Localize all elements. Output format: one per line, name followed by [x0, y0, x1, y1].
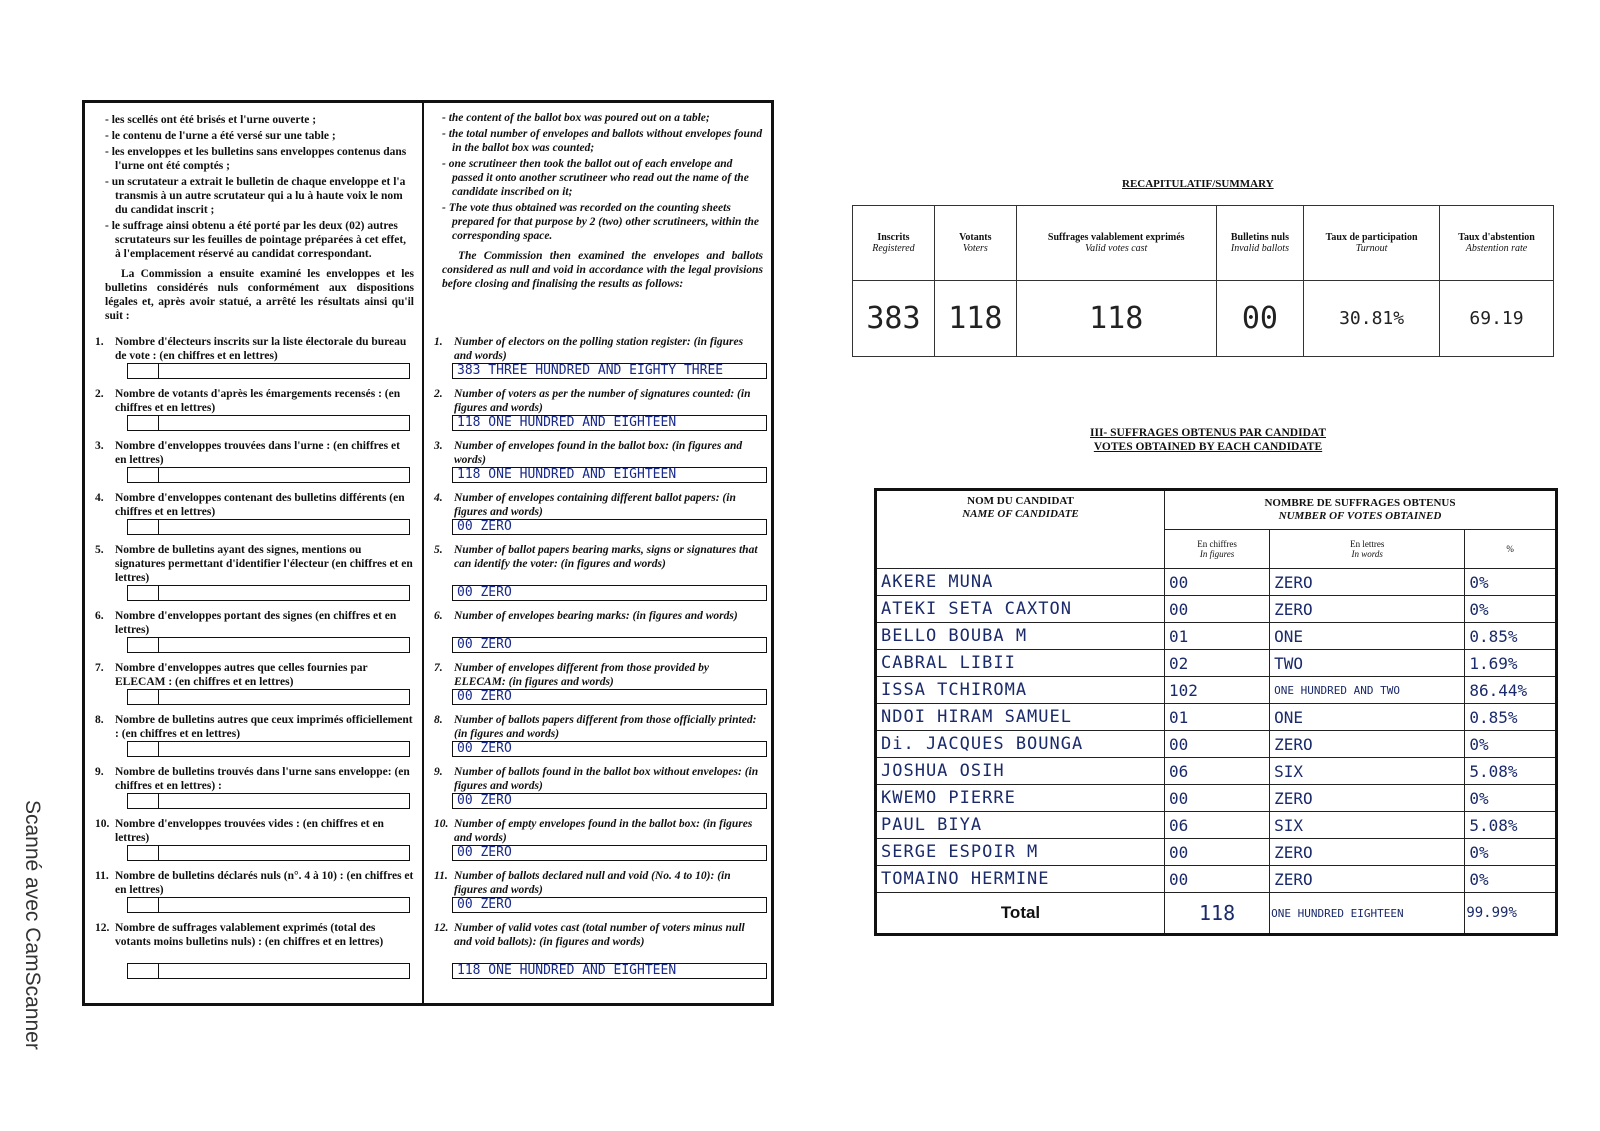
form-english-column: [424, 103, 771, 1003]
fr-item-11: 11. Nombre de bulletins déclarés nuls (n°. 4 à 10) : (en chiffres et en lettres): [95, 870, 414, 896]
total-label: Total: [876, 893, 1165, 935]
fr-bullet: - les enveloppes et les bulletins sans enveloppes contenus dans l'urne ont été comptés ;: [105, 146, 407, 172]
total-figures: 118: [1164, 893, 1269, 935]
candidate-row: SERGE ESPOIR M 00 ZERO 0%: [876, 839, 1557, 866]
fr-answer-box-11: [127, 897, 410, 913]
col-figures-header: En chiffres In figures: [1164, 530, 1269, 569]
fr-item-1: 1. Nombre d'électeurs inscrits sur la liste électorale du bureau de vote : (en chiffres et en lettres): [95, 336, 407, 362]
summary-header-voters: Votants Voters: [934, 206, 1016, 281]
fr-answer-box-8: [127, 741, 410, 757]
total-pct: 99.99%: [1465, 893, 1557, 935]
fr-answer-box-1: [127, 363, 410, 379]
fr-answer-box-9: [127, 793, 410, 809]
fr-answer-box-7: [127, 689, 410, 705]
en-item-10: 10. Number of empty envelopes found in the ballot box: (in figures and words): [434, 818, 753, 844]
fr-answer-box-12: [127, 963, 410, 979]
en-commission-paragraph: The Commission then examined the envelopes and ballots considered as null and void in accordance with the legal provisions before closing and finalising the results as follows:: [442, 250, 763, 290]
fr-bullet: - le contenu de l'urne a été versé sur une table ;: [105, 130, 336, 142]
en-answer-3: 118 ONE HUNDRED AND EIGHTEEN: [452, 467, 767, 483]
en-answer-5: 00 ZERO: [452, 585, 767, 601]
en-item-12: 12. Number of valid votes cast (total number of voters minus null and void ballots): (in figures and words): [434, 922, 745, 948]
candidate-row: JOSHUA OSIH 06 SIX 5.08%: [876, 758, 1557, 785]
candidate-row: KWEMO PIERRE 00 ZERO 0%: [876, 785, 1557, 812]
fr-item-12: 12. Nombre de suffrages valablement exprimés (total des votants moins bulletins nuls) : (en chiffres et en lettres): [95, 922, 384, 948]
en-answer-6: 00 ZERO: [452, 637, 767, 653]
en-item-9: 9. Number of ballots found in the ballot box without envelopes: (in figures and words): [434, 766, 759, 792]
summary-registered-value: 383: [853, 281, 935, 357]
summary-table: [852, 205, 1554, 357]
candidate-row: NDOI HIRAM SAMUEL 01 ONE 0.85%: [876, 704, 1557, 731]
votes-obtained-header: NOMBRE DE SUFFRAGES OBTENUS NUMBER OF VOTES OBTAINED: [1164, 490, 1556, 530]
fr-item-9: 9. Nombre de bulletins trouvés dans l'urne sans enveloppe: (en chiffres et en lettres) :: [95, 766, 410, 792]
en-answer-7: 00 ZERO: [452, 689, 767, 705]
en-item-8: 8. Number of ballots papers different from those officially printed: (in figures and words): [434, 714, 757, 740]
en-answer-8: 00 ZERO: [452, 741, 767, 757]
summary-header-invalid: Bulletins nuls Invalid ballots: [1216, 206, 1303, 281]
en-answer-11: 00 ZERO: [452, 897, 767, 913]
summary-header-abstention: Taux d'abstention Abstention rate: [1440, 206, 1554, 281]
en-bullet: - The vote thus obtained was recorded on the counting sheets prepared for that purpose by 2 (two) other scrutineers, within the corresponding space.: [442, 202, 760, 242]
total-row: [876, 893, 1557, 935]
candidate-name-header: NOM DU CANDIDAT NAME OF CANDIDATE: [876, 490, 1165, 569]
counting-form: [82, 100, 774, 1006]
fr-answer-box-10: [127, 845, 410, 861]
en-item-5: 5. Number of ballot papers bearing marks, signs or signatures that can identify the voter: (in figures and words): [434, 544, 758, 570]
candidate-row: AKERE MUNA 00 ZERO 0%: [876, 569, 1557, 596]
summary-voters-value: 118: [934, 281, 1016, 357]
fr-bullet: - le suffrage ainsi obtenu a été porté par les deux (02) autres scrutateurs sur les feuilles de pointage préparées à cet effet, à l'emplacement réservé au candidat correspondant.: [105, 220, 407, 260]
en-answer-10: 00 ZERO: [452, 845, 767, 861]
en-bullet: - the content of the ballot box was poured out on a table;: [442, 112, 710, 124]
en-bullet: - the total number of envelopes and ballots without envelopes found in the ballot box was counted;: [442, 128, 763, 154]
candidate-row: CABRAL LIBII 02 TWO 1.69%: [876, 650, 1557, 677]
fr-answer-box-3: [127, 467, 410, 483]
summary-header-turnout: Taux de participation Turnout: [1304, 206, 1440, 281]
candidate-row: Di. JACQUES BOUNGA 00 ZERO 0%: [876, 731, 1557, 758]
en-item-4: 4. Number of envelopes containing different ballot papers: (in figures and words): [434, 492, 736, 518]
en-answer-2: 118 ONE HUNDRED AND EIGHTEEN: [452, 415, 767, 431]
candidate-row: PAUL BIYA 06 SIX 5.08%: [876, 812, 1557, 839]
fr-item-6: 6. Nombre d'enveloppes portant des signes (en chiffres et en lettres): [95, 610, 397, 636]
fr-item-3: 3. Nombre d'enveloppes trouvées dans l'urne : (en chiffres et en lettres): [95, 440, 400, 466]
en-item-6: 6. Number of envelopes bearing marks: (in figures and words): [434, 610, 738, 622]
summary-header-registered: Inscrits Registered: [853, 206, 935, 281]
fr-commission-paragraph: La Commission a ensuite examiné les enveloppes et les bulletins considérés nuls conformément aux dispositions légales et, après avoir statué, a arrêté les résultats ainsi qu'il suit :: [105, 268, 414, 322]
watermark-text: Scanné avec CamScanner: [21, 800, 44, 1050]
en-item-11: 11. Number of ballots declared null and void (No. 4 to 10): (in figures and words): [434, 870, 731, 896]
fr-answer-box-2: [127, 415, 410, 431]
en-answer-12: 118 ONE HUNDRED AND EIGHTEEN: [452, 963, 767, 979]
fr-item-5: 5. Nombre de bulletins ayant des signes, mentions ou signatures permettant d'identifier l'électeur (en chiffres et en lettres): [95, 544, 413, 584]
fr-bullet-list: [105, 113, 414, 261]
camscanner-watermark: [18, 800, 48, 1100]
form-french-column: [85, 103, 424, 1003]
en-bullet-list: [442, 111, 763, 243]
candidates-table: [874, 488, 1558, 936]
en-item-7: 7. Number of envelopes different from those provided by ELECAM: (in figures and words): [434, 662, 709, 688]
fr-item-8: 8. Nombre de bulletins autres que ceux imprimés officiellement : (en chiffres et en lettres): [95, 714, 413, 740]
en-item-1: 1. Number of electors on the polling station register: (in figures and words): [434, 336, 744, 362]
en-item-2: 2. Number of voters as per the number of signatures counted: (in figures and words): [434, 388, 751, 414]
col-pct-header: %: [1465, 530, 1557, 569]
en-item-3: 3. Number of envelopes found in the ballot box: (in figures and words): [434, 440, 743, 466]
fr-item-7: 7. Nombre d'enveloppes autres que celles fournies par ELECAM : (en chiffres et en lettres): [95, 662, 368, 688]
fr-item-2: 2. Nombre de votants d'après les émargements recensés : (en chiffres et en lettres): [95, 388, 401, 414]
candidate-row: BELLO BOUBA M 01 ONE 0.85%: [876, 623, 1557, 650]
en-bullet: - one scrutineer then took the ballot out of each envelope and passed it onto another scrutineer who read out the name of the candidate inscribed on it;: [442, 158, 749, 198]
summary-invalid-value: 00: [1216, 281, 1303, 357]
en-answer-4: 00 ZERO: [452, 519, 767, 535]
fr-bullet: - un scrutateur a extrait le bulletin de chaque enveloppe et l'a transmis à un autre scrutateur qui a lu à haute voix le nom du candidat inscrit ;: [105, 176, 406, 216]
fr-answer-box-5: [127, 585, 410, 601]
section3-title: III- SUFFRAGES OBTENUS PAR CANDIDAT VOTES OBTAINED BY EACH CANDIDATE: [1090, 427, 1326, 453]
summary-header-valid-votes: Suffrages valablement exprimés Valid votes cast: [1016, 206, 1216, 281]
candidate-row: ATEKI SETA CAXTON 00 ZERO 0%: [876, 596, 1557, 623]
fr-bullet: - les scellés ont été brisés et l'urne ouverte ;: [105, 114, 317, 126]
candidate-row: ISSA TCHIROMA 102 ONE HUNDRED AND TWO 86.44%: [876, 677, 1557, 704]
en-answer-9: 00 ZERO: [452, 793, 767, 809]
fr-item-10: 10. Nombre d'enveloppes trouvées vides : (en chiffres et en lettres): [95, 818, 384, 844]
en-answer-1: 383 THREE HUNDRED AND EIGHTY THREE: [452, 363, 767, 379]
summary-turnout-value: 30.81%: [1304, 281, 1440, 357]
total-words: ONE HUNDRED EIGHTEEN: [1270, 893, 1465, 935]
summary-valid-value: 118: [1016, 281, 1216, 357]
summary-abstention-value: 69.19: [1440, 281, 1554, 357]
candidate-row: TOMAINO HERMINE 00 ZERO 0%: [876, 866, 1557, 893]
fr-answer-box-4: [127, 519, 410, 535]
fr-item-4: 4. Nombre d'enveloppes contenant des bulletins différents (en chiffres et en lettres): [95, 492, 405, 518]
summary-title: RECAPITULATIF/SUMMARY: [1122, 178, 1274, 190]
col-words-header: En lettres In words: [1270, 530, 1465, 569]
fr-answer-box-6: [127, 637, 410, 653]
